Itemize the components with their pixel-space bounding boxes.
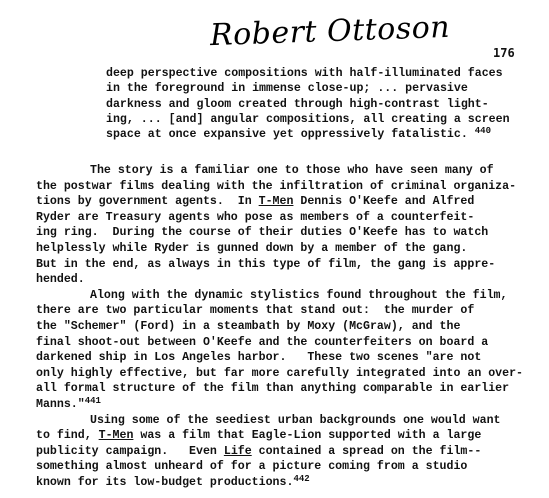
footnote-marker: 442 (293, 473, 310, 484)
text-run: Dennis O'Keefe and Alfred (293, 195, 475, 209)
text-run: Manns." (36, 397, 85, 411)
quote-line-last (106, 127, 546, 142)
paragraph-line: Along with the dynamic stylistics found throughout the film, (90, 288, 508, 302)
paragraph-line: the "Schemer" (Ford) in a steambath by Moxy (McGraw), and the (36, 319, 461, 333)
quote-line: space at once expansive yet oppressively fatalistic. (106, 128, 468, 142)
paragraph-line: ing ring. During the course of their duties O'Keefe has to watch (36, 226, 489, 240)
quote-line: darkness and gloom created through high-contrast light- (106, 97, 489, 111)
text-run: known for its low-budget productions. (36, 475, 294, 489)
text-run: tions by government agents. In (36, 195, 259, 209)
paragraph-line: the postwar films dealing with the infiltration of criminal organiza- (36, 179, 517, 193)
paragraph-line: there are two particular moments that stand out: the murder of (36, 304, 475, 318)
text-run: publicity campaign. Even (36, 444, 224, 458)
paragraph-line (36, 428, 544, 444)
footnote-marker: 440 (474, 126, 491, 137)
paragraph-line: all formal structure of the film than anything comparable in earlier (36, 382, 510, 396)
paragraph-line: But in the end, as always in this type of film, the gang is appre- (36, 257, 496, 271)
footnote-marker: 441 (84, 395, 101, 406)
paragraph-line (36, 475, 544, 491)
paragraph-line (36, 444, 544, 460)
text-run: to find, (36, 429, 99, 443)
page-number: 176 (493, 46, 515, 60)
paragraph-line: Using some of the seediest urban backgrounds one would want (90, 413, 501, 427)
paragraph-line: helplessly while Ryder is gunned down by a member of the gang. (36, 241, 468, 255)
body-text (36, 163, 544, 490)
quote-line: in the foreground in immense close-up; ... pervasive (106, 82, 468, 96)
paragraph-line: only highly effective, but far more carefully integrated into an over- (36, 366, 524, 380)
handwritten-author-name: Robert Ottoson (209, 9, 451, 54)
text-run: contained a spread on the film-- (251, 444, 482, 458)
paragraph-line: The story is a familiar one to those who have seen many of (90, 164, 494, 177)
paragraph-line: final shoot-out between O'Keefe and the counterfeiters on board a (36, 335, 489, 349)
paragraph-line (36, 194, 544, 210)
block-quote (106, 66, 546, 142)
paragraph-line: darkened ship in Los Angeles harbor. These two scenes "are not (36, 351, 482, 365)
magazine-title: Life (223, 444, 252, 458)
paragraph-line: Ryder are Treasury agents who pose as members of a counterfeit- (36, 210, 475, 224)
film-title: T-Men (98, 429, 134, 443)
paragraph-line (36, 397, 544, 413)
quote-line: deep perspective compositions with half-illuminated faces (106, 67, 503, 80)
film-title: T-Men (258, 195, 294, 209)
quote-line: ing, ... [and] angular compositions, all creating a screen (106, 112, 510, 126)
text-run: was a film that Eagle-Lion supported with a large (133, 429, 482, 443)
paragraph-line: something almost unheard of for a picture coming from a studio (36, 460, 468, 474)
paragraph-line: hended. (36, 273, 85, 287)
